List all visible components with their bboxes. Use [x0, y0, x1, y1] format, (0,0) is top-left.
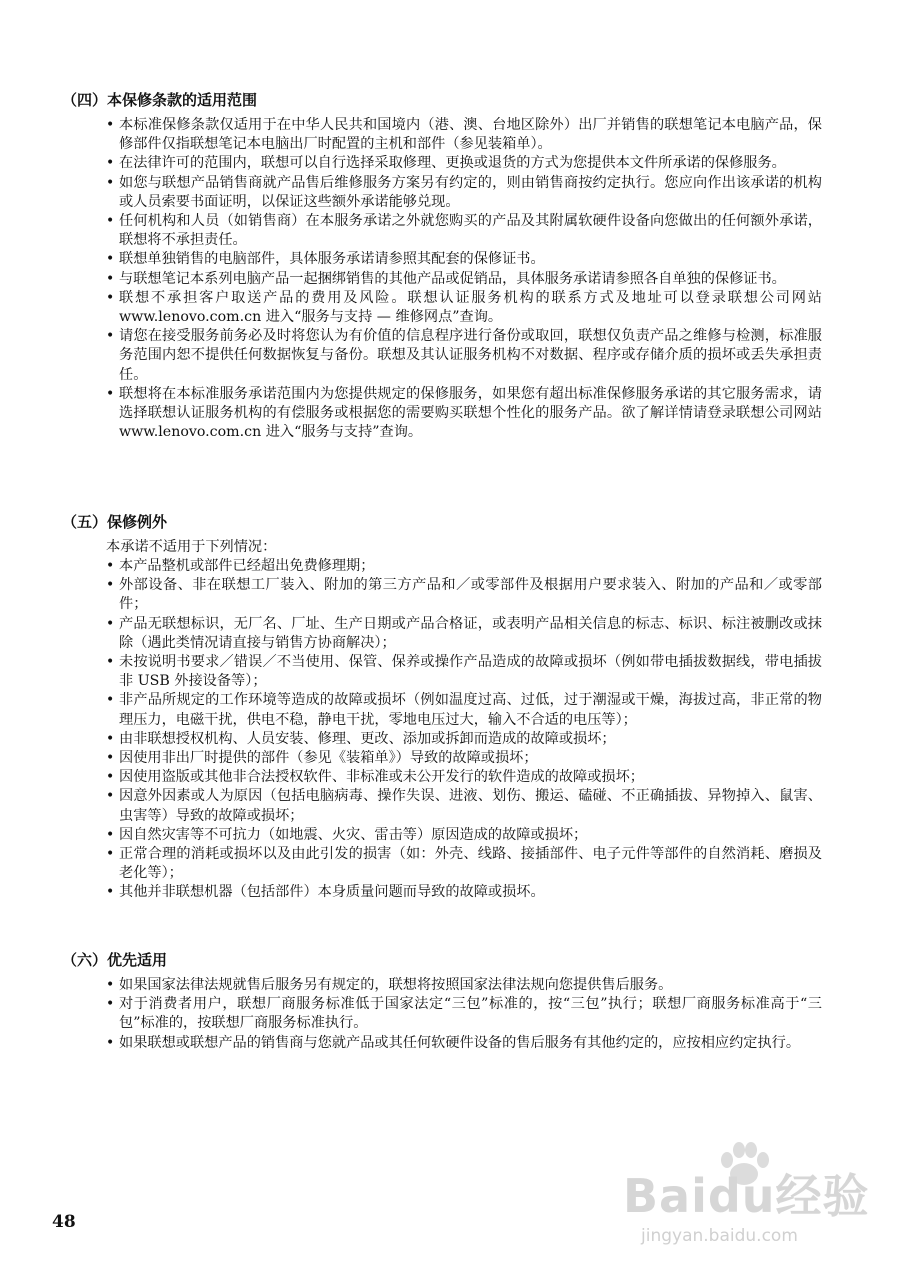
bullet-icon: •	[106, 270, 115, 287]
bullet-icon: •	[106, 977, 115, 993]
bullet-icon: •	[106, 846, 115, 863]
bullet-icon: •	[106, 615, 115, 632]
section-priority-application	[62, 950, 822, 1053]
bullet-icon: •	[106, 558, 115, 574]
bullet-icon: •	[106, 884, 115, 901]
bullet-icon: •	[106, 251, 115, 268]
page-number: 48	[52, 1212, 76, 1232]
list-item: • 对于消费者用户，联想厂商服务标准低于国家法定“三包”标准的，按“三包”执行；联想厂商服务标准高于“三包”标准的，按联想厂商服务标准执行。	[106, 996, 822, 1032]
section-warranty-scope	[62, 90, 822, 442]
list-item: • 如果国家法律法规就售后服务另有规定的，联想将按照国家法律法规向您提供售后服务。	[106, 976, 822, 995]
list-item: • 因使用盗版或其他非合法授权软件、非标准或未公开发行的软件造成的故障或损坏；	[106, 768, 822, 787]
bullet-icon: •	[106, 117, 115, 133]
bullet-icon: •	[106, 174, 115, 191]
list-item: • 外部设备、非在联想工厂装入、附加的第三方产品和／或零部件及根据用户要求装入、附加的产品和／或零部件；	[106, 577, 822, 613]
section-warranty-exclusions	[62, 512, 822, 903]
list-item: • 联想将在本标准服务承诺范围内为您提供规定的保修服务，如果您有超出标准保修服务承诺的其它服务需求，请选择联想认证服务机构的有偿服务或根据您的需要购买联想个性化的服务产品。欲了解详情请登录联想公司网站 www.lenovo.com.cn 进入“服务与支持”查询。	[106, 385, 822, 441]
list-item: • 因自然灾害等不可抗力（如地震、火灾、雷击等）原因造成的故障或损坏；	[106, 826, 822, 845]
bullet-icon: •	[106, 750, 115, 767]
bullet-icon: •	[106, 289, 115, 306]
list-item: • 如果联想或联想产品的销售商与您就产品或其任何软硬件设备的售后服务有其他约定的，应按相应约定执行。	[106, 1034, 822, 1053]
list-item: • 任何机构和人员（如销售商）在本服务承诺之外就您购买的产品及其附属软硬件设备向您做出的任何额外承诺，联想将不承担责任。	[106, 213, 822, 249]
bullet-list	[62, 976, 822, 1053]
section-heading: （六）优先适用	[62, 951, 168, 969]
section-intro: 本承诺不适用于下列情况：	[106, 539, 277, 555]
list-item: • 正常合理的消耗或损坏以及由此引发的损害（如：外壳、线路、接插部件、电子元件等部件的自然消耗、磨损及老化等）；	[106, 846, 822, 882]
list-item: • 因使用非出厂时提供的部件（参见《装箱单》）导致的故障或损坏；	[106, 749, 822, 768]
bullet-list	[62, 116, 822, 442]
baidu-watermark	[623, 1140, 873, 1260]
bullet-list	[62, 557, 822, 903]
list-item: • 由非联想授权机构、人员安装、修理、更改、添加或拆卸而造成的故障或损坏；	[106, 730, 822, 749]
list-item: • 请您在接受服务前务必及时将您认为有价值的信息程序进行备份或取回，联想仅负责产品之维修与检测，标准服务范围内恕不提供任何数据恢复与备份。联想及其认证服务机构不对数据、程序或存储介质的损坏或丢失承担责任。	[106, 328, 822, 383]
list-item: • 如您与联想产品销售商就产品售后维修服务方案另有约定的，则由销售商按约定执行。您应向作出该承诺的机构或人员索要书面证明，以保证这些额外承诺能够兑现。	[106, 174, 822, 210]
bullet-icon: •	[106, 826, 115, 843]
list-item: • 联想单独销售的电脑部件，具体服务承诺请参照其配套的保修证书。	[106, 250, 822, 269]
bullet-icon: •	[106, 1034, 115, 1051]
bullet-icon: •	[106, 577, 115, 594]
bullet-icon: •	[106, 155, 115, 172]
list-item: • 与联想笔记本系列电脑产品一起捆绑销售的其他产品或促销品，具体服务承诺请参照各自单独的保修证书。	[106, 270, 822, 289]
list-item: • 因意外因素或人为原因（包括电脑病毒、操作失误、进液、划伤、搬运、磕碰、不正确插拔、异物掉入、鼠害、虫害等）导致的故障或损坏；	[106, 788, 822, 824]
list-item: • 本标准保修条款仅适用于在中华人民共和国境内（港、澳、台地区除外）出厂并销售的联想笔记本电脑产品，保修部件仅指联想笔记本电脑出厂时配置的主机和部件（参见装箱单）。	[106, 117, 822, 153]
bullet-icon: •	[106, 788, 115, 805]
list-item: • 产品无联想标识，无厂名、厂址、生产日期或产品合格证，或表明产品相关信息的标志、标识、标注被删改或抹除（遇此类情况请直接与销售方协商解决）；	[106, 615, 822, 651]
bullet-icon: •	[106, 730, 115, 747]
list-item: • 本产品整机或部件已经超出免费修理期；	[106, 557, 822, 576]
section-heading: （四）本保修条款的适用范围	[62, 91, 258, 109]
watermark-url: jingyan.baidu.com	[641, 1226, 798, 1246]
bullet-icon: •	[106, 213, 115, 230]
bullet-icon: •	[106, 654, 115, 671]
list-item: • 其他并非联想机器（包括部件）本身质量问题而导致的故障或损坏。	[106, 883, 822, 902]
section-heading: （五）保修例外	[62, 513, 168, 531]
list-item: • 非产品所规定的工作环境等造成的故障或损坏（例如温度过高、过低，过于潮湿或干燥，海拔过高，非正常的物理压力，电磁干扰，供电不稳，静电干扰，零地电压过大，输入不合适的电压等）；	[106, 692, 822, 728]
watermark-logo: Baidu经验	[623, 1169, 870, 1223]
bullet-icon: •	[106, 769, 115, 786]
bullet-icon: •	[106, 328, 115, 345]
bullet-icon: •	[106, 385, 115, 402]
bullet-icon: •	[106, 692, 115, 709]
bullet-icon: •	[106, 996, 115, 1013]
list-item: • 在法律许可的范围内，联想可以自行选择采取修理、更换或退货的方式为您提供本文件所承诺的保修服务。	[106, 154, 822, 173]
list-item: • 未按说明书要求／错误／不当使用、保管、保养或操作产品造成的故障或损坏（例如带电插拔数据线，带电插拔非 USB 外接设备等）；	[106, 654, 822, 690]
list-item: • 联想不承担客户取送产品的费用及风险。联想认证服务机构的联系方式及地址可以登录联想公司网站 www.lenovo.com.cn 进入“服务与支持 — 维修网点”查询。	[106, 289, 822, 326]
